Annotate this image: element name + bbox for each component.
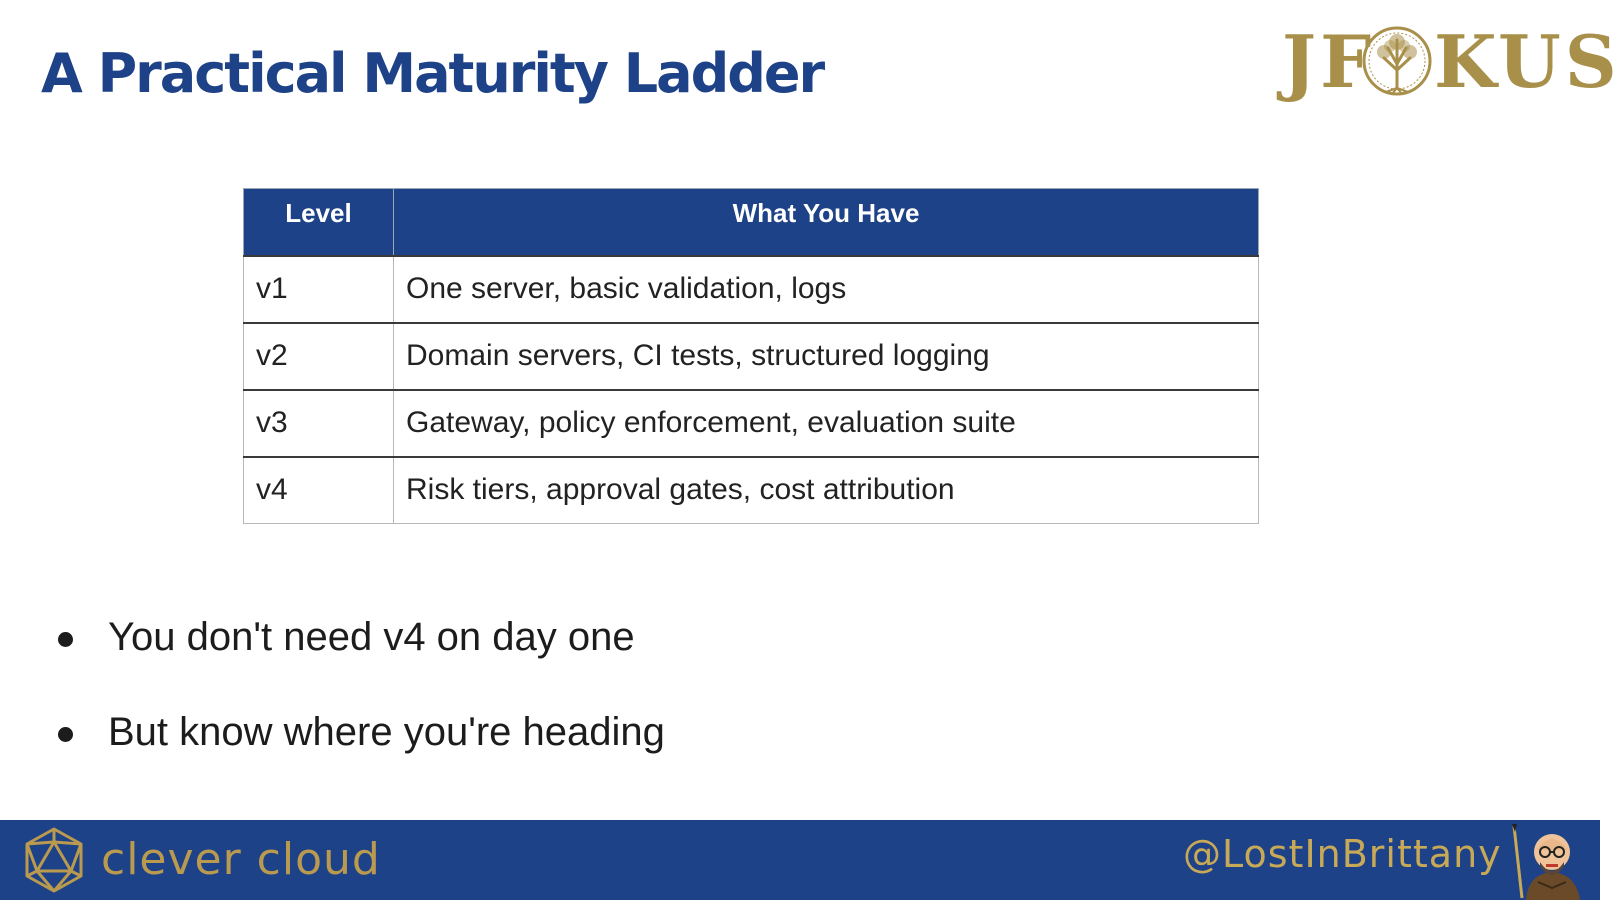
speaker-avatar-icon (1508, 822, 1586, 900)
table-row (244, 390, 1259, 457)
bullet-dot-icon (58, 632, 73, 647)
table-cell-description: One server, basic validation, logs (394, 256, 1259, 323)
bullet-list (50, 608, 665, 798)
table-header-row (244, 189, 1259, 256)
table-cell-level: v4 (244, 457, 394, 524)
event-logo-text-right: KUS (1434, 19, 1621, 104)
table-row (244, 323, 1259, 390)
footer-bar (0, 820, 1600, 900)
bullet-text: But know where you're heading (108, 710, 665, 754)
table-header-what-you-have: What You Have (394, 189, 1259, 256)
table-row (244, 256, 1259, 323)
maturity-table (243, 188, 1259, 524)
table-cell-level: v2 (244, 323, 394, 390)
bullet-item (50, 703, 665, 798)
bullet-text: You don't need v4 on day one (108, 615, 635, 659)
table-header-level: Level (244, 189, 394, 256)
event-logo (1282, 19, 1621, 106)
table-cell-description: Gateway, policy enforcement, evaluation suite (394, 390, 1259, 457)
icosahedron-icon (20, 826, 88, 894)
bullet-dot-icon (58, 727, 73, 742)
table-cell-description: Risk tiers, approval gates, cost attribution (394, 457, 1259, 524)
table-cell-level: v1 (244, 256, 394, 323)
table-row (244, 457, 1259, 524)
table-cell-description: Domain servers, CI tests, structured logging (394, 323, 1259, 390)
bullet-item (50, 608, 665, 703)
table-cell-level: v3 (244, 390, 394, 457)
tree-icon (1362, 22, 1432, 100)
event-logo-text-left: JF (1282, 19, 1376, 104)
brand-name: clever cloud (101, 834, 381, 885)
slide-title: A Practical Maturity Ladder (41, 42, 824, 105)
speaker-handle: @LostInBrittany (1183, 832, 1502, 876)
